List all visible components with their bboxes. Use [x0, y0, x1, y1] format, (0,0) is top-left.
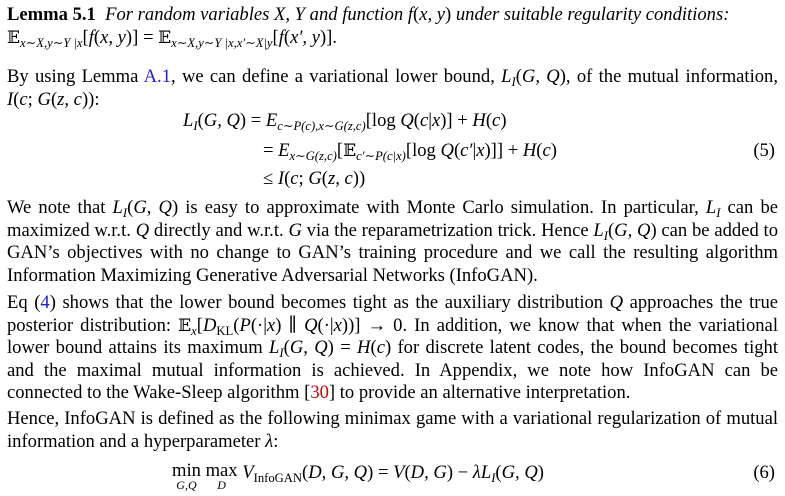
- paragraph-tight-bound: Eq (4) shows that the lower bound becomes tight as the auxiliary distribution Q approaches the true posterior distribution: $𝔼_x[D_{KL}(P(\cdot|x)$ ∥ Q(·|x))] → 0. In addition, we know that when the variational lower bound attains its maximum $L_I(G$, Q) = H(c) for discrete latent codes, the bound becomes tight and the maximal mutual information is achieved. In Appendix, we note how InfoGAN can be connected to the Wake-Sleep algorithm [30] to provide an alternative interpretation.: [7, 292, 779, 403]
- equation-6-number: (6): [753, 462, 775, 483]
- equation-5-line-2: = $E_{x\sim G(z,c)}[𝔼_{c'\sim P(c|x)}[\log$ Q(c′|x)]] + H(c): [263, 140, 557, 164]
- equation-5-number: (5): [753, 140, 775, 161]
- paragraph-lower-bound-intro: By using Lemma A.1, we can define a variational lower bound, $L_I(G$, Q), of the mutual information, I(c; G(z, c)):: [7, 66, 778, 110]
- equation-4-ref-link[interactable]: 4: [40, 292, 50, 313]
- lemma-block: [7, 4, 778, 49]
- citation-30-link[interactable]: 30: [310, 382, 329, 403]
- paragraph-minimax-intro: Hence, InfoGAN is defined as the following minimax game with a variational regularization of mutual information and a hyperparameter λ:: [7, 408, 778, 452]
- equation-5-line-3: ≤ I(c; G(z, c)): [263, 168, 366, 189]
- lemma-statement: For random variables X, Y and function f(x, y) under suitable regularity conditions:: [100, 4, 730, 25]
- paragraph-monte-carlo: We note that $L_I(G$, Q) is easy to approximate with Monte Carlo simulation. In particular, $L_I$ can be maximized w.r.t. Q directly and w.r.t. G via the reparametrization trick. Hence $L_I(G$, Q) can be added to GAN’s objectives with no change to GAN’s training procedure and we call the resulting algorithm Information Maximizing Generative Adversarial Networks (InfoGAN).: [7, 197, 779, 286]
- lemma-label: Lemma 5.1: [7, 4, 96, 25]
- equation-5-line-1: $L_I(G$, $Q) = E_{c\sim P(c),x\sim G(z,c)}[\log$ Q(c|x)] + H(c): [183, 110, 507, 134]
- lemma-ref-link[interactable]: A.1: [143, 66, 171, 87]
- lemma-identity: 𝔼$_{x\sim X,y\sim Y |x}$[f(x, y)] = 𝔼$_{x\sim X,y\sim Y |x,x'\sim X|y}$[f(x′, y)].: [7, 26, 338, 50]
- equation-6: min G,Q max D $V_{InfoGAN}(D$, G, Q) = V(D, $G) - \lambda L_I(G$, Q): [172, 460, 544, 492]
